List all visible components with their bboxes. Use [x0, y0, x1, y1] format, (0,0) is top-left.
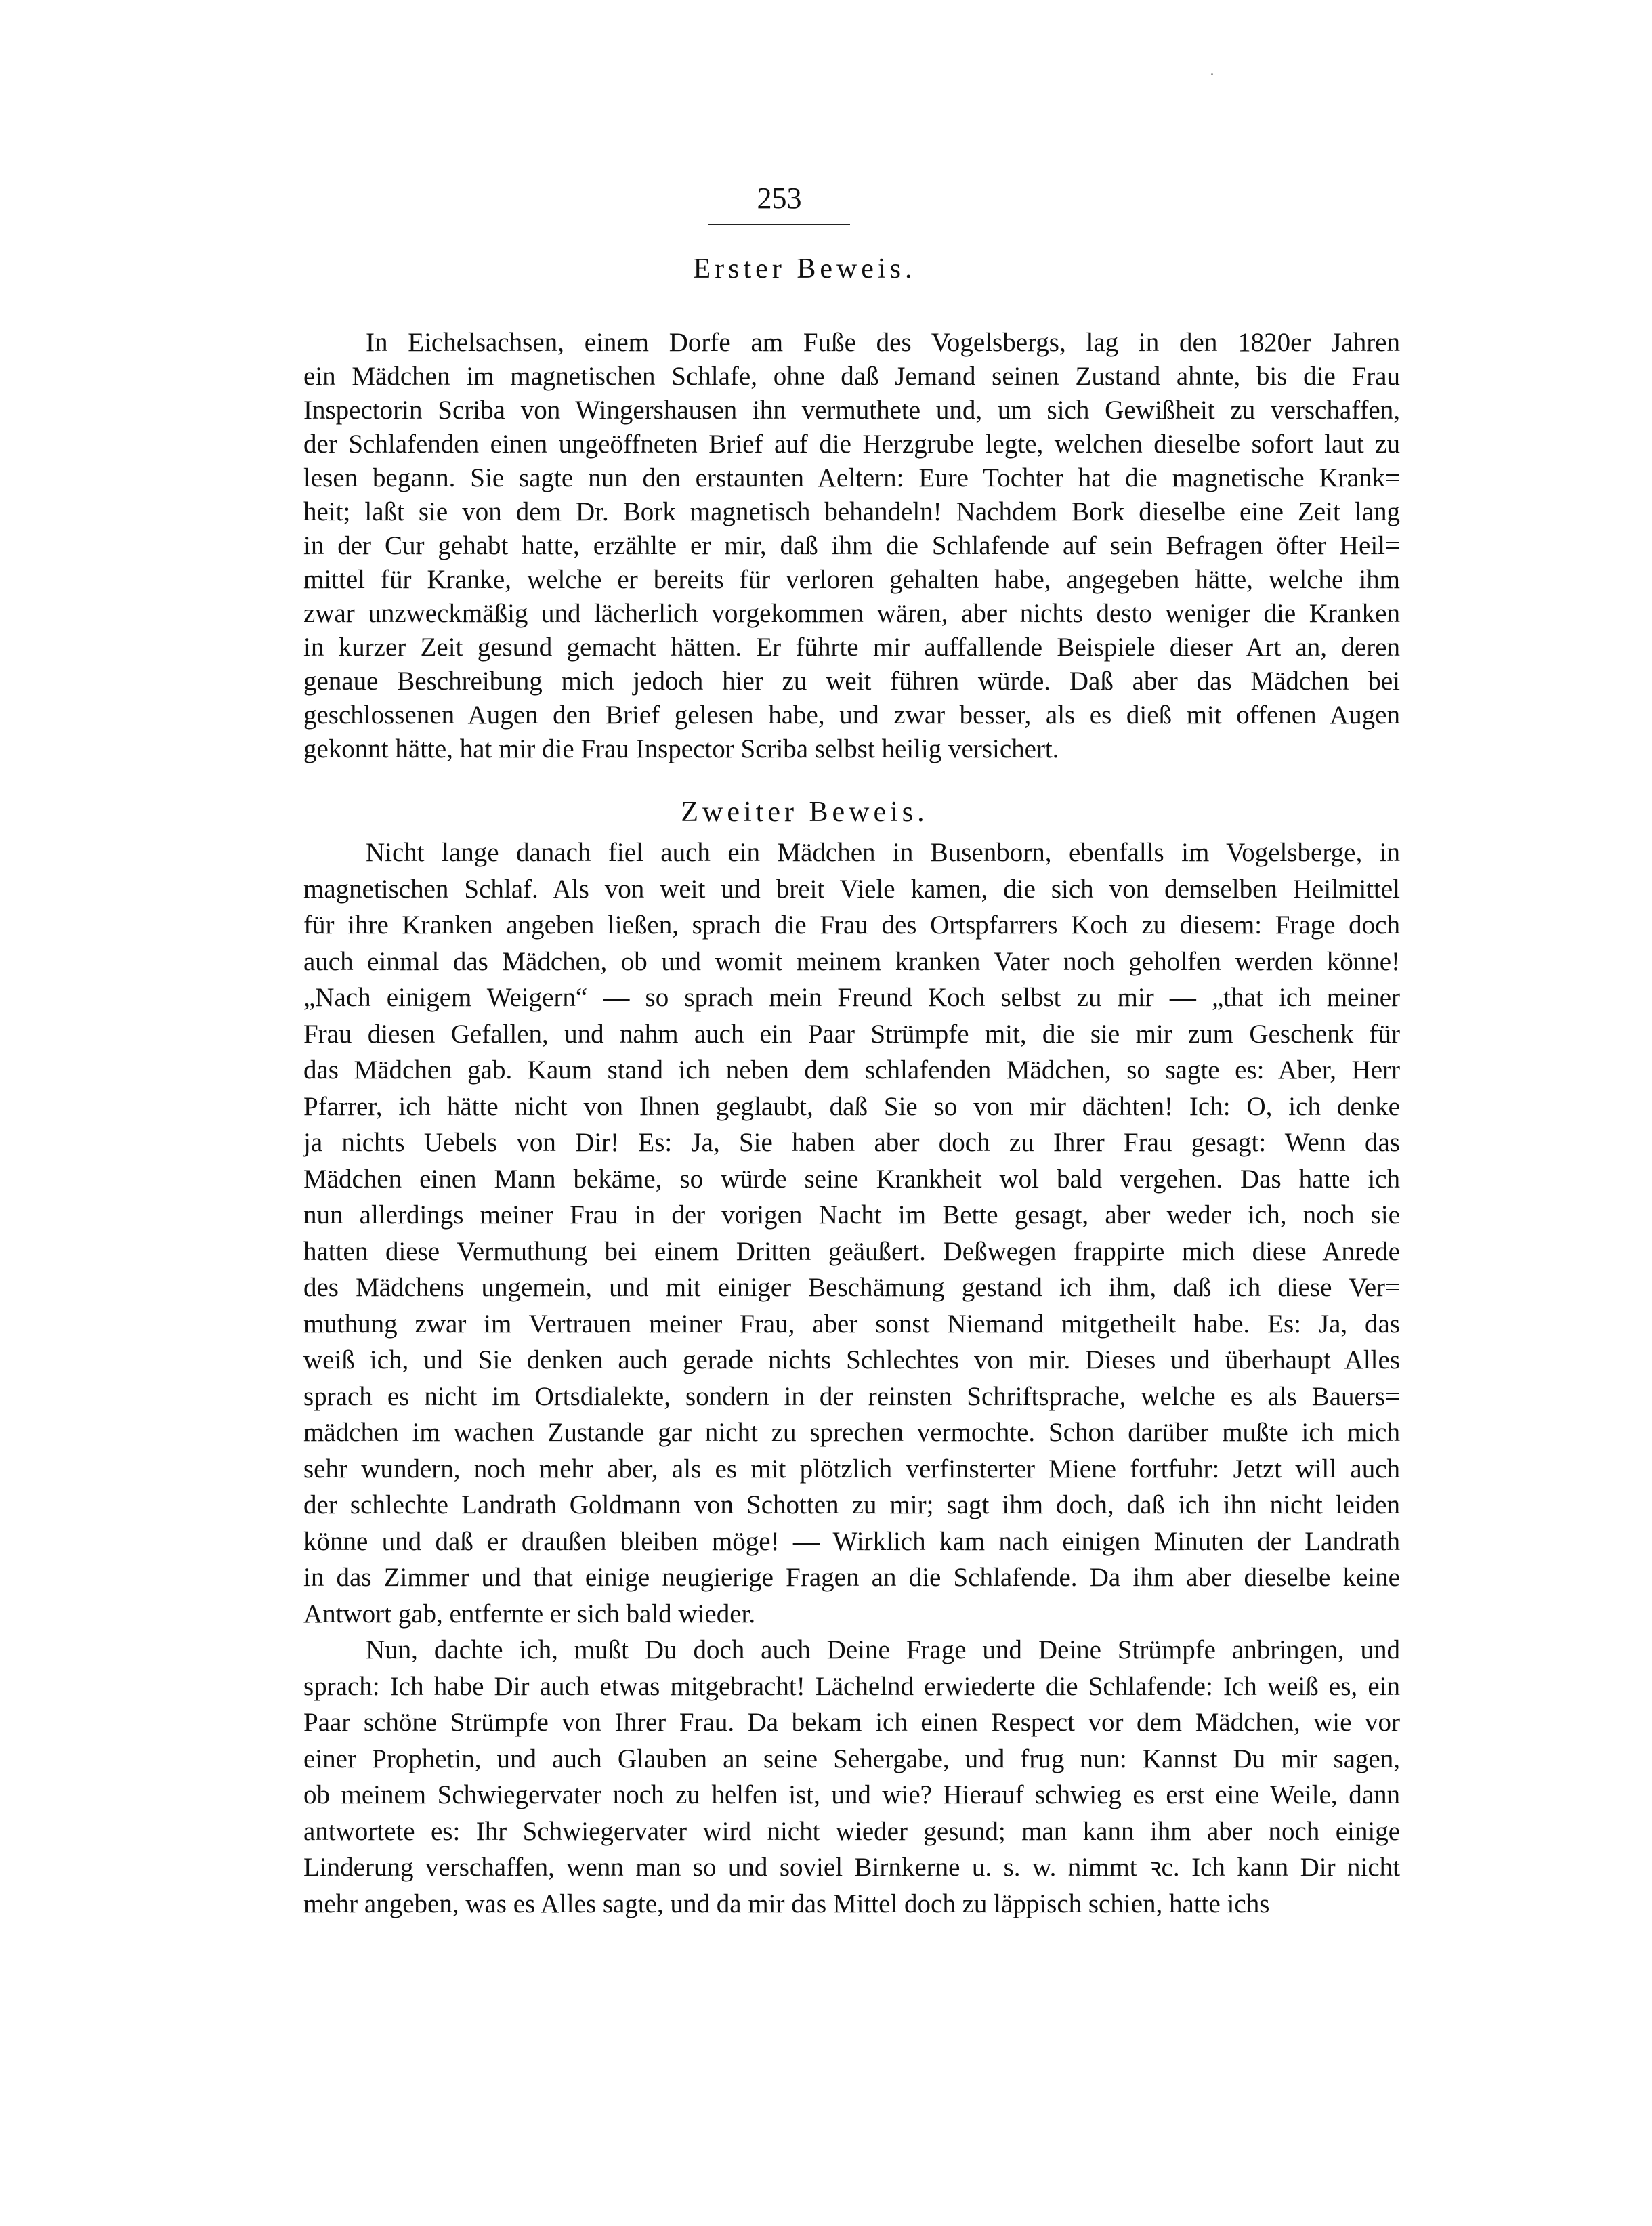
- text-line: antwortete es: Ihr Schwiegervater wird nicht wieder gesund; man kann ihm aber noch einige: [303, 1816, 1400, 1846]
- section-heading-erster-beweis: Erster Beweis.: [693, 253, 916, 285]
- text-line: ja nichts Uebels von Dir! Es: Ja, Sie haben aber doch zu Ihrer Frau gesagt: Wenn das: [303, 1128, 1400, 1157]
- page-number-rule: [708, 224, 850, 225]
- text-line: In Eichelsachsen, einem Dorfe am Fuße des Vogelsbergs, lag in den 1820er Jahren: [366, 328, 1400, 357]
- text-line: genaue Beschreibung mich jedoch hier zu weit führen würde. Daß aber das Mädchen bei: [303, 667, 1400, 696]
- text-line: Frau diesen Gefallen, und nahm auch ein Paar Strümpfe mit, die sie mir zum Geschenk für: [303, 1019, 1400, 1049]
- text-line: Mädchen einen Mann bekäme, so würde seine Krankheit wol bald vergehen. Das hatte ich: [303, 1164, 1400, 1194]
- text-line: nun allerdings meiner Frau in der vorigen Nacht im Bette gesagt, aber weder ich, noch sie: [303, 1200, 1400, 1230]
- scan-speck: [1211, 73, 1213, 75]
- text-line: mittel für Kranke, welche er bereits für verloren gehalten habe, angegeben hätte, welche ihm: [303, 565, 1400, 594]
- text-line: weiß ich, und Sie denken auch gerade nichts Schlechtes von mir. Dieses und überhaupt Alles: [303, 1345, 1400, 1374]
- text-line: sehr wundern, noch mehr aber, als es mit plötzlich verfinsterter Miene fortfuhr: Jetzt will auch: [303, 1454, 1400, 1484]
- text-line: heit; laßt sie von dem Dr. Bork magnetisch behandeln! Nachdem Bork dieselbe eine Zeit lang: [303, 497, 1400, 526]
- text-line: könne und daß er draußen bleiben möge! — Wirklich kam nach einigen Minuten der Landrath: [303, 1526, 1400, 1556]
- page-number: 253: [757, 182, 802, 215]
- text-line: magnetischen Schlaf. Als von weit und breit Viele kamen, die sich von demselben Heilmittel: [303, 874, 1400, 904]
- text-line: muthung zwar im Vertrauen meiner Frau, aber sonst Niemand mitgetheilt habe. Es: Ja, das: [303, 1309, 1400, 1339]
- text-line: der schlechte Landrath Goldmann von Schotten zu mir; sagt ihm doch, daß ich ihn nicht leiden: [303, 1490, 1400, 1519]
- text-line: sprach es nicht im Ortsdialekte, sondern in der reinsten Schriftsprache, welche es als Bauers=: [303, 1381, 1400, 1411]
- text-line: das Mädchen gab. Kaum stand ich neben dem schlafenden Mädchen, so sagte es: Aber, Herr: [303, 1055, 1400, 1085]
- section-body-zweiter-beweis: [303, 835, 1400, 1922]
- text-line: mehr angeben, was es Alles sagte, und da mir das Mittel doch zu läppisch schien, hatte ichs: [303, 1889, 1270, 1918]
- text-line: Inspectorin Scriba von Wingershausen ihn vermuthete und, um sich Gewißheit zu verschaffen,: [303, 396, 1400, 425]
- text-line: in der Cur gehabt hatte, erzählte er mir, daß ihm die Schlafende auf sein Befragen öfter Heil=: [303, 531, 1400, 560]
- text-line: „Nach einigem Weigern“ — so sprach mein Freund Koch selbst zu mir — „that ich meiner: [303, 983, 1400, 1012]
- text-line: hatten diese Vermuthung bei einem Dritten geäußert. Deßwegen frappirte mich diese Anrede: [303, 1236, 1400, 1266]
- text-line: des Mädchens ungemein, und mit einiger Beschämung gestand ich ihm, daß ich diese Ver=: [303, 1273, 1400, 1302]
- text-line: in kurzer Zeit gesund gemacht hätten. Er führte mir auffallende Beispiele dieser Art an, deren: [303, 633, 1400, 662]
- text-line: lesen begann. Sie sagte nun den erstaunten Aeltern: Eure Tochter hat die magnetische Krank=: [303, 463, 1400, 492]
- text-line: Nicht lange danach fiel auch ein Mädchen in Busenborn, ebenfalls im Vogelsberge, in: [366, 838, 1400, 867]
- text-line: ob meinem Schwiegervater noch zu helfen ist, und wie? Hierauf schwieg es erst eine Weile, dann: [303, 1780, 1400, 1809]
- text-line: Pfarrer, ich hätte nicht von Ihnen geglaubt, daß Sie so von mir dächten! Ich: O, ich denke: [303, 1091, 1400, 1121]
- text-line: einer Prophetin, und auch Glauben an seine Sehergabe, und frug nun: Kannst Du mir sagen,: [303, 1744, 1400, 1773]
- text-line: für ihre Kranken angeben ließen, sprach die Frau des Ortspfarrers Koch zu diesem: Frage doch: [303, 910, 1400, 940]
- text-line: sprach: Ich habe Dir auch etwas mitgebracht! Lächelnd erwiederte die Schlafende: Ich weiß es, ein: [303, 1671, 1400, 1701]
- text-line: Paar schöne Strümpfe von Ihrer Frau. Da bekam ich einen Respect vor dem Mädchen, wie vor: [303, 1708, 1400, 1737]
- text-line: ein Mädchen im magnetischen Schlafe, ohne daß Jemand seinen Zustand ahnte, bis die Frau: [303, 362, 1400, 391]
- text-line: zwar unzweckmäßig und lächerlich vorgekommen wären, aber nichts desto weniger die Kranken: [303, 599, 1400, 628]
- section-heading-zweiter-beweis: Zweiter Beweis.: [681, 797, 929, 828]
- text-line: auch einmal das Mädchen, ob und womit meinem kranken Vater noch geholfen werden könne!: [303, 946, 1400, 976]
- text-line: in das Zimmer und that einige neugierige Fragen an die Schlafende. Da ihm aber dieselbe keine: [303, 1563, 1400, 1592]
- text-line: gekonnt hätte, hat mir die Frau Inspector Scriba selbst heilig versichert.: [303, 734, 1059, 763]
- text-line: Nun, dachte ich, mußt Du doch auch Deine Frage und Deine Strümpfe anbringen, und: [366, 1635, 1400, 1664]
- section-body-erster-beweis: [303, 326, 1400, 766]
- text-line: geschlossenen Augen den Brief gelesen habe, und zwar besser, als es dieß mit offenen Augen: [303, 700, 1400, 730]
- text-line: Antwort gab, entfernte er sich bald wieder.: [303, 1599, 756, 1629]
- text-line: Linderung verschaffen, wenn man so und soviel Birnkerne u. s. w. nimmt ꝛc. Ich kann Dir nicht: [303, 1853, 1400, 1882]
- text-line: der Schlafenden einen ungeöffneten Brief auf die Herzgrube legte, welchen dieselbe sofort laut zu: [303, 429, 1400, 459]
- text-line: mädchen im wachen Zustande gar nicht zu sprechen vermochte. Schon darüber mußte ich mich: [303, 1418, 1400, 1447]
